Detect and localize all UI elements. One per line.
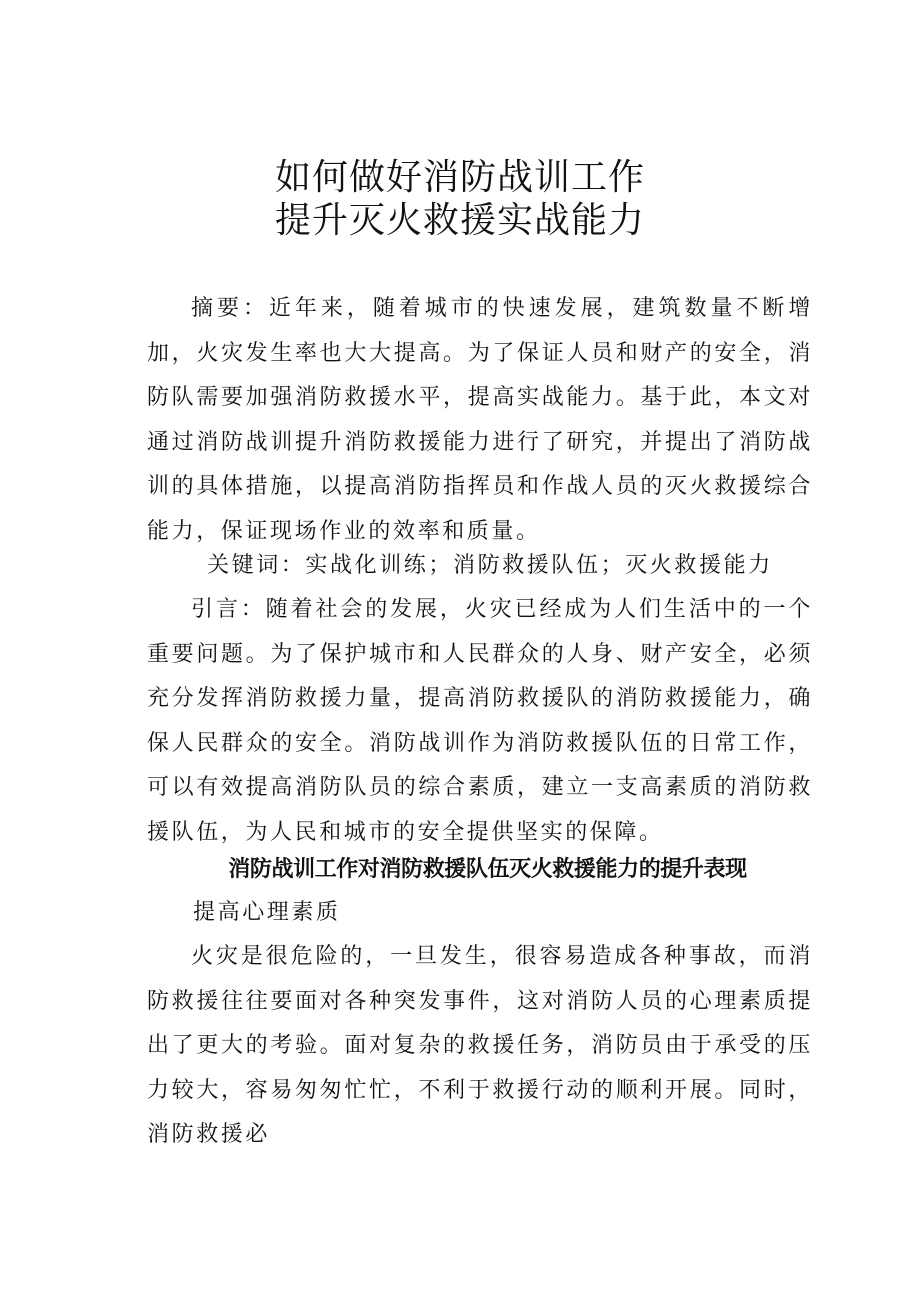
body-section-1	[147, 935, 813, 1158]
document-title-line-1: 如何做好消防战训工作	[274, 157, 645, 198]
abstract-section	[147, 287, 813, 555]
introduction-section	[147, 588, 813, 856]
section-heading: 消防战训工作对消防救援队伍灭火救援能力的提升表现	[228, 857, 747, 882]
keywords-line: 关键词：实战化训练；消防救援队伍；灭火救援能力	[207, 553, 773, 578]
document-title-line-2: 提升灭火救援实战能力	[274, 200, 645, 241]
introduction-paragraph: 引言：随着社会的发展，火灾已经成为人们生活中的一个重要问题。为了保护城市和人民群众的人身、财产安全，必须充分发挥消防救援力量，提高消防救援队的消防救援能力，确保人民群众的安全。消防战训作为消防救援队伍的日常工作，可以有效提高消防队员的综合素质，建立一支高素质的消防救援队伍，为人民和城市的安全提供坚实的保障。	[147, 597, 813, 845]
subsection-heading: 提高心理素质	[193, 900, 341, 925]
body-paragraph-1: 火灾是很危险的，一旦发生，很容易造成各种事故，而消防救援往往要面对各种突发事件，这对消防人员的心理素质提出了更大的考验。面对复杂的救援任务，消防员由于承受的压力较大，容易匆匆忙忙，不利于救援行动的顺利开展。同时，消防救援必	[147, 944, 813, 1148]
abstract-paragraph: 摘要：近年来，随着城市的快速发展，建筑数量不断增加，火灾发生率也大大提高。为了保证人员和财产的安全，消防队需要加强消防救援水平，提高实战能力。基于此，本文对通过消防战训提升消防救援能力进行了研究，并提出了消防战训的具体措施，以提高消防指挥员和作战人员的灭火救援综合能力，保证现场作业的效率和质量。	[147, 296, 813, 544]
